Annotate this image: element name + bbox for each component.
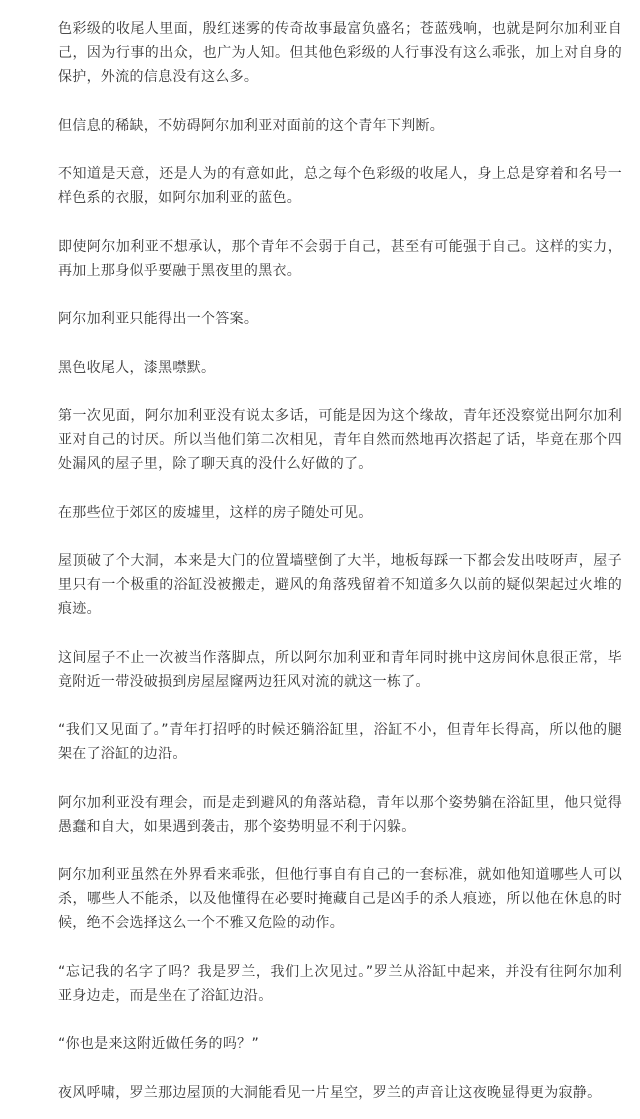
- paragraph-2: 但信息的稀缺，不妨碍阿尔加利亚对面前的这个青年下判断。: [58, 117, 445, 134]
- paragraph-7: 第一次见面，阿尔加利亚没有说太多话，可能是因为这个缘故，青年还没察觉出阿尔加利亚对自己的讨厌。所以当他们第二次相见，青年自然而然地再次搭起了话，毕竟在那个四处漏风的屋子里，除了聊天真的没什么好做的了。: [58, 408, 622, 472]
- paragraph-10: 这间屋子不止一次被当作落脚点，所以阿尔加利亚和青年同时挑中这房间休息很正常，毕竟附近一带没破损到房屋屋窿两边狂风对流的就这一栋了。: [58, 649, 622, 690]
- paragraph-3: 不知道是天意，还是人为的有意如此，总之每个色彩级的收尾人，身上总是穿着和名号一样色系的衣服，如阿尔加利亚的蓝色。: [58, 166, 622, 206]
- paragraph-9: 屋顶破了个大洞，本来是大门的位置墙壁倒了大半，地板每踩一下都会发出吱呀声，屋子里只有一个极重的浴缸没被搬走，避风的角落残留着不知道多久以前的疑似架起过火堆的痕迹。: [58, 553, 622, 617]
- paragraph-15: “你也是来这附近做任务的吗？”: [58, 1036, 260, 1052]
- paragraph-5: 阿尔加利亚只能得出一个答案。: [58, 311, 259, 327]
- paragraph-8: 在那些位于郊区的废墟里，这样的房子随处可见。: [58, 504, 373, 521]
- paragraph-14: “忘记我的名字了吗？我是罗兰，我们上次见过。”罗兰从浴缸中起来，并没有往阿尔加利亚身边走，而是坐在了浴缸边沿。: [58, 963, 622, 1004]
- paragraph-4: 即使阿尔加利亚不想承认，那个青年不会弱于自己，甚至有可能强于自己。这样的实力，再加上那身似乎要融于黑夜里的黑衣。: [58, 238, 622, 279]
- paragraph-1: 色彩级的收尾人里面，殷红迷雾的传奇故事最富负盛名；苍蓝残响，也就是阿尔加利亚自己，因为行事的出众，也广为人知。但其他色彩级的人行事没有这么乖张，加上对自身的保护，外流的信息没有这么多。: [58, 21, 622, 85]
- paragraph-16: 夜风呼啸，罗兰那边屋顶的大洞能看见一片星空，罗兰的声音让这夜晚显得更为寂静。: [58, 1084, 602, 1101]
- paragraph-11: “我们又见面了。”青年打招呼的时候还躺浴缸里，浴缸不小，但青年长得高，所以他的腿架在了浴缸的边沿。: [58, 722, 622, 762]
- paragraph-12: 阿尔加利亚没有理会，而是走到避风的角落站稳，青年以那个姿势躺在浴缸里，他只觉得愚蠢和自大，如果遇到袭击，那个姿势明显不利于闪躲。: [58, 794, 622, 835]
- paragraph-13: 阿尔加利亚虽然在外界看来乖张，但他行事自有自己的一套标准，就如他知道哪些人可以杀，哪些人不能杀，以及他懂得在必要时掩藏自己是凶手的杀人痕迹，所以他在休息的时候，绝不会选择这么一个不雅又危险的动作。: [58, 867, 622, 931]
- paragraph-6: 黑色收尾人，漆黑噤默。: [58, 359, 216, 376]
